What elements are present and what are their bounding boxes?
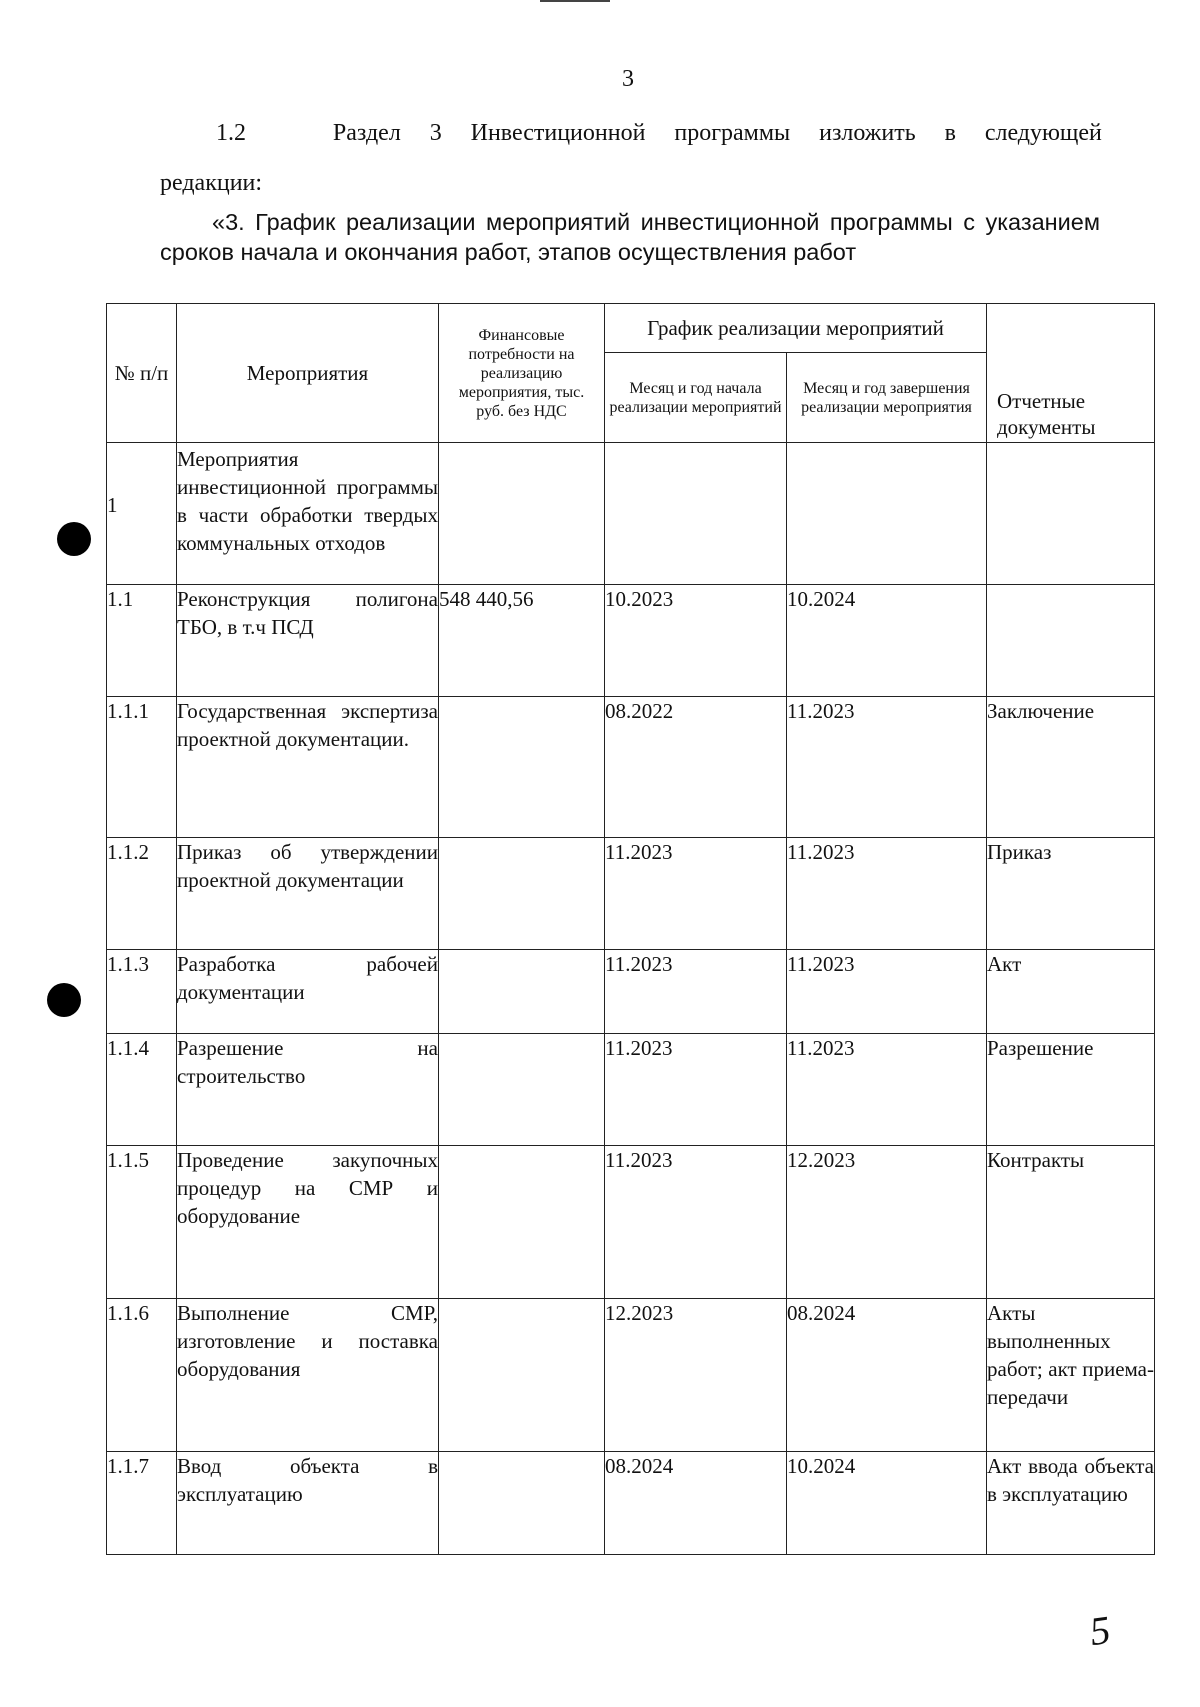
cell-start: 11.2023 (605, 1146, 787, 1299)
cell-event: Государственная экспертиза проектной документации. (177, 697, 439, 838)
section-3-title: «3. График реализации мероприятий инвестиционной программы с указанием сроков начала и окончания работ, этапов осуществления работ (160, 209, 1100, 265)
paragraph-1-2-continuation: редакции: (160, 170, 263, 196)
cell-event: Мероприятия инвестиционной программы в части обработки твердых коммунальных отходов (177, 443, 439, 585)
cell-num: 1.1.6 (107, 1299, 177, 1452)
table-row (107, 838, 1155, 950)
cell-event: Ввод объекта в эксплуатацию (177, 1452, 439, 1555)
cell-num: 1.1.2 (107, 838, 177, 950)
paragraph-1-2-first-line (160, 108, 1102, 158)
cell-start: 11.2023 (605, 950, 787, 1034)
top-rule (540, 0, 610, 2)
header-num: № п/п (107, 304, 177, 443)
header-finance: Финансовые потребности на реализацию мероприятия, тыс. руб. без НДС (439, 304, 605, 443)
cell-event: Выполнение СМР, изготовление и поставка оборудования (177, 1299, 439, 1452)
cell-event: Проведение закупочных процедур на СМР и оборудование (177, 1146, 439, 1299)
word: Инвестиционной (470, 120, 646, 146)
word: следующей (984, 120, 1102, 146)
cell-end: 08.2024 (787, 1299, 987, 1452)
cell-finance (439, 443, 605, 585)
schedule-table (106, 303, 1155, 1555)
cell-end: 11.2023 (787, 1034, 987, 1146)
cell-start: 11.2023 (605, 1034, 787, 1146)
table-row (107, 1299, 1155, 1452)
cell-docs: Заключение (987, 697, 1155, 838)
page-number: 3 (622, 66, 634, 92)
cell-num: 1.1.3 (107, 950, 177, 1034)
cell-docs: Контракты (987, 1146, 1155, 1299)
header-start: Месяц и год начала реализации мероприятий (605, 353, 787, 443)
header-docs: Отчетные документы (987, 304, 1155, 443)
cell-end: 12.2023 (787, 1146, 987, 1299)
cell-finance (439, 1146, 605, 1299)
cell-finance (439, 950, 605, 1034)
cell-end (787, 443, 987, 585)
cell-finance (439, 1452, 605, 1555)
header-end: Месяц и год завершения реализации мероприятия (787, 353, 987, 443)
cell-finance: 548 440,56 (439, 585, 605, 697)
cell-docs: Акт (987, 950, 1155, 1034)
word: программы (674, 120, 791, 146)
table-row (107, 1452, 1155, 1555)
cell-start: 08.2024 (605, 1452, 787, 1555)
cell-docs (987, 585, 1155, 697)
table-row (107, 950, 1155, 1034)
cell-num: 1.1.5 (107, 1146, 177, 1299)
cell-end: 11.2023 (787, 697, 987, 838)
cell-finance (439, 697, 605, 838)
handwritten-page-mark: 5 (1086, 1606, 1114, 1655)
cell-num: 1.1.7 (107, 1452, 177, 1555)
cell-event: Разработка рабочей документации (177, 950, 439, 1034)
cell-finance (439, 1299, 605, 1452)
cell-num: 1.1.4 (107, 1034, 177, 1146)
word: 3 (429, 120, 442, 146)
cell-start (605, 443, 787, 585)
cell-event: Приказ об утверждении проектной документации (177, 838, 439, 950)
cell-docs (987, 443, 1155, 585)
clause-number: 1.2 (216, 120, 246, 146)
cell-start: 11.2023 (605, 838, 787, 950)
cell-docs: Приказ (987, 838, 1155, 950)
cell-end: 11.2023 (787, 838, 987, 950)
cell-docs: Акт ввода объекта в эксплуатацию (987, 1452, 1155, 1555)
word: Раздел (332, 120, 401, 146)
table-row (107, 1146, 1155, 1299)
cell-end: 11.2023 (787, 950, 987, 1034)
header-event: Мероприятия (177, 304, 439, 443)
cell-finance (439, 838, 605, 950)
cell-num: 1 (107, 443, 177, 585)
cell-start: 10.2023 (605, 585, 787, 697)
table-row (107, 1034, 1155, 1146)
cell-event: Реконструкция полигона ТБО, в т.ч ПСД (177, 585, 439, 697)
word: в (944, 120, 956, 146)
cell-event: Разрешение на строительство (177, 1034, 439, 1146)
paragraph-1-2 (160, 108, 1102, 208)
cell-docs: Акты выполненных работ; акт приема-передачи (987, 1299, 1155, 1452)
cell-end: 10.2024 (787, 585, 987, 697)
cell-num: 1.1 (107, 585, 177, 697)
table-row (107, 443, 1155, 585)
table-row (107, 697, 1155, 838)
cell-finance (439, 1034, 605, 1146)
cell-end: 10.2024 (787, 1452, 987, 1555)
cell-num: 1.1.1 (107, 697, 177, 838)
punch-hole-top (57, 522, 91, 556)
cell-start: 08.2022 (605, 697, 787, 838)
word: изложить (819, 120, 916, 146)
table-row (107, 585, 1155, 697)
cell-docs: Разрешение (987, 1034, 1155, 1146)
header-schedule: График реализации мероприятий (605, 304, 987, 353)
punch-hole-bottom (47, 983, 81, 1017)
cell-start: 12.2023 (605, 1299, 787, 1452)
